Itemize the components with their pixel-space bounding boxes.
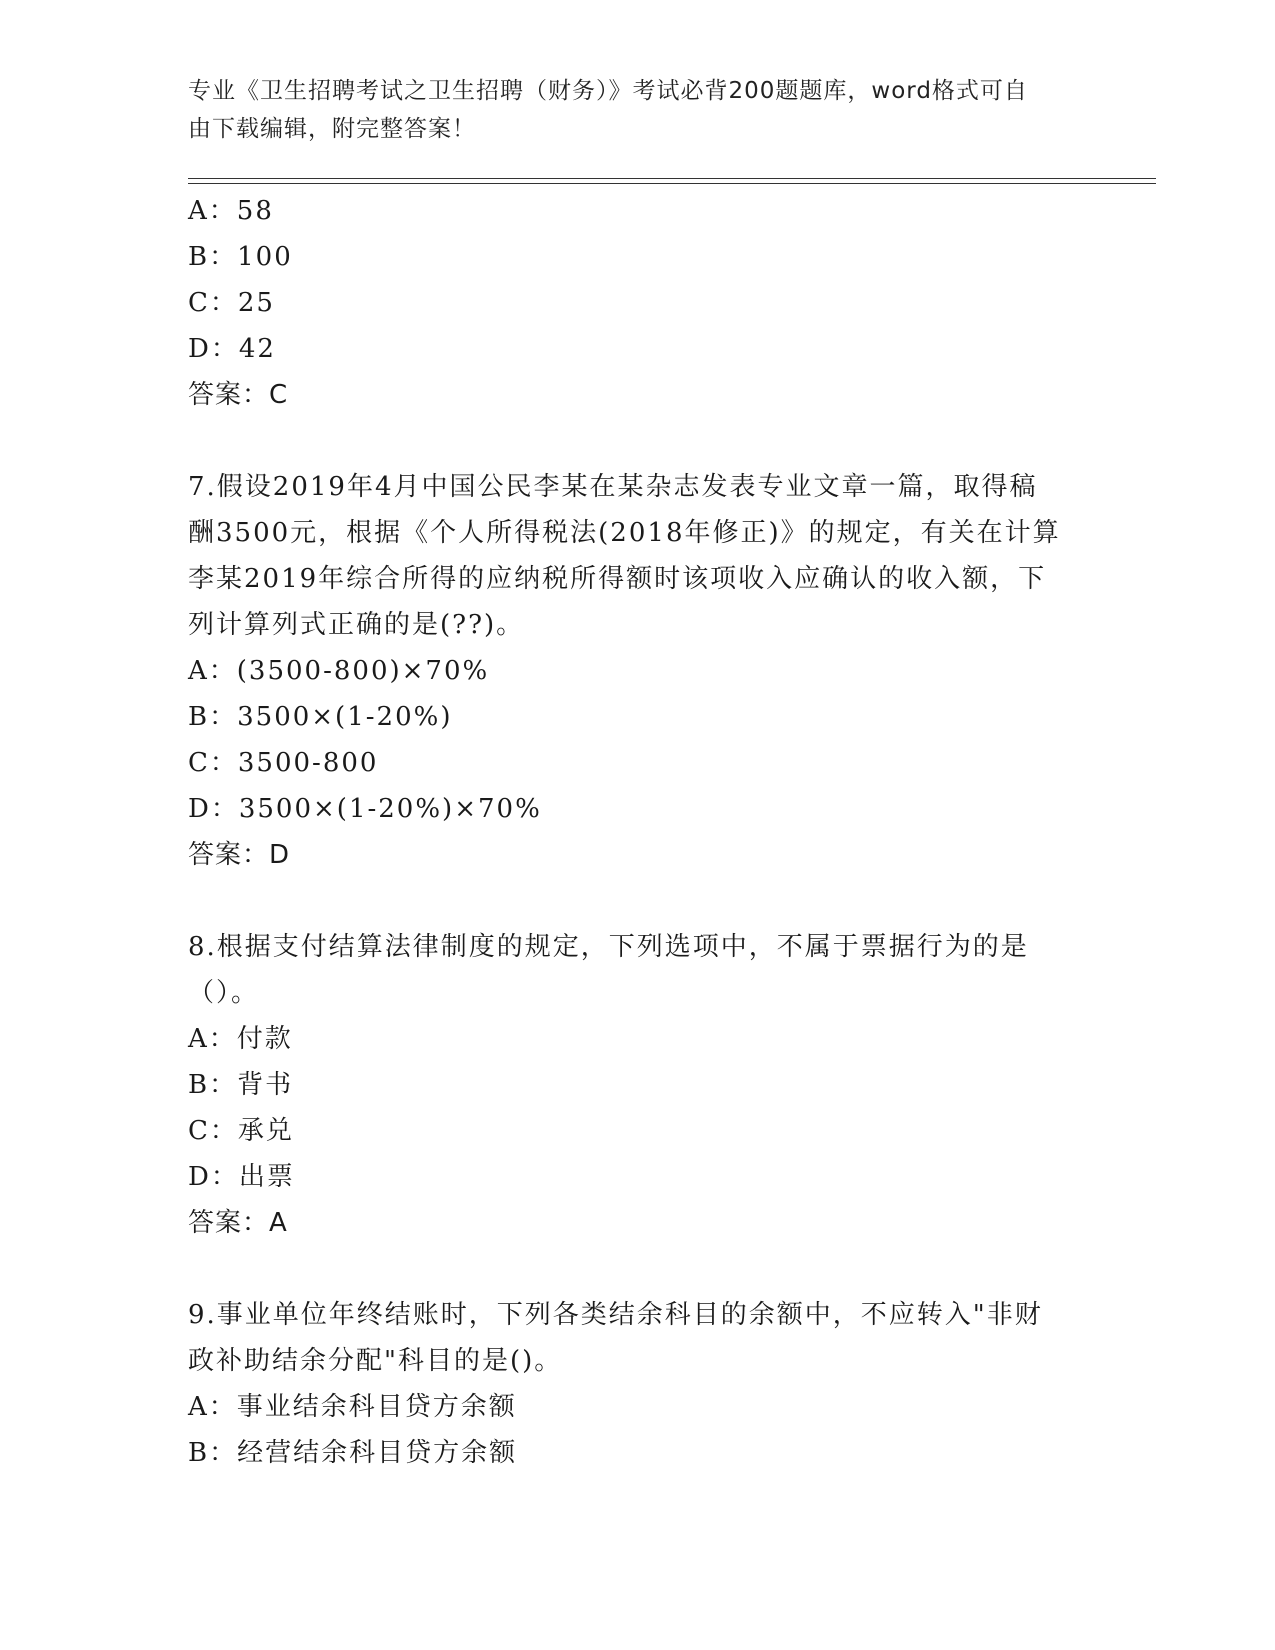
spacer: [188, 878, 1088, 924]
header-divider-top: [188, 178, 1156, 179]
header-line-2: 由下载编辑，附完整答案！: [188, 116, 476, 142]
question-text-line: 李某2019年综合所得的应纳税所得额时该项收入应确认的收入额，下: [188, 564, 1047, 594]
option-d: D：42: [188, 334, 276, 364]
question-list: [188, 188, 1088, 1476]
header-line-1: 专业《卫生招聘考试之卫生招聘（财务）》考试必背200题题库，word格式可自: [188, 78, 1028, 104]
answer: 答案：D: [188, 840, 291, 870]
document-header: [188, 72, 1068, 148]
header-divider-bottom: [188, 183, 1156, 184]
option-b: B：背书: [188, 1070, 294, 1100]
spacer: [188, 418, 1088, 464]
option-a: A：(3500-800)×70%: [188, 656, 490, 686]
option-b: B：经营结余科目贷方余额: [188, 1438, 518, 1468]
question-text-line: 酬3500元，根据《个人所得税法(2018年修正)》的规定，有关在计算: [188, 518, 1061, 548]
question-text-line: 7.假设2019年4月中国公民李某在某杂志发表专业文章一篇，取得稿: [188, 472, 1038, 502]
answer: 答案：C: [188, 380, 289, 410]
question-6: [188, 188, 1088, 418]
option-a: A：付款: [188, 1024, 293, 1054]
option-a: A：事业结余科目贷方余额: [188, 1392, 517, 1422]
question-text-line: 列计算列式正确的是(??)。: [188, 610, 525, 640]
question-8: [188, 924, 1088, 1246]
option-b: B：100: [188, 242, 293, 272]
question-text-line: 9.事业单位年终结账时，下列各类结余科目的余额中，不应转入"非财: [188, 1300, 1043, 1330]
spacer: [188, 1246, 1088, 1292]
question-text-line: （）。: [188, 978, 260, 1008]
option-d: D：出票: [188, 1162, 295, 1192]
option-b: B：3500×(1-20%): [188, 702, 453, 732]
option-d: D：3500×(1-20%)×70%: [188, 794, 542, 824]
answer: 答案：A: [188, 1208, 288, 1238]
option-c: C：3500-800: [188, 748, 379, 778]
question-text-line: 8.根据支付结算法律制度的规定，下列选项中，不属于票据行为的是: [188, 932, 1029, 962]
question-text-line: 政补助结余分配"科目的是()。: [188, 1346, 563, 1376]
option-a: A：58: [188, 196, 274, 226]
option-c: C：25: [188, 288, 275, 318]
question-7: [188, 464, 1088, 878]
option-c: C：承兑: [188, 1116, 294, 1146]
question-9: [188, 1292, 1088, 1476]
